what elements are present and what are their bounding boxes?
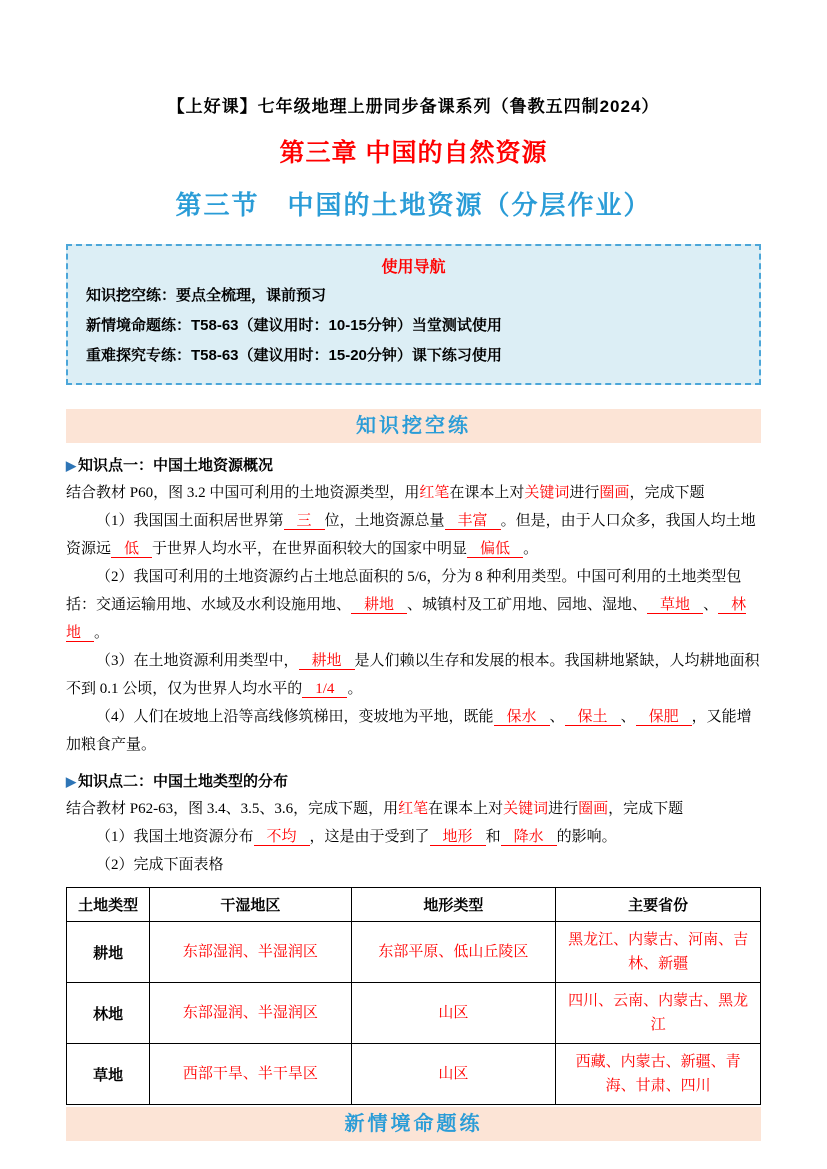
table-header-terrain-type: 地形类型 <box>351 888 556 922</box>
answer-blank: 保土 <box>565 709 621 726</box>
question-paragraph-3: （3）在土地资源利用类型中， 耕地 是人们赖以生存和发展的根本。我国耕地紧缺，人均耕地面积不到 0.1 公顷，仅为世界人均水平的 1/4 。 <box>66 653 760 697</box>
question-paragraph-5: （1）我国土地资源分布 不均 ，这是由于受到了 地形 和 降水 的影响。 <box>96 829 617 845</box>
answer-blank: 1/4 <box>302 681 347 698</box>
table-cell-terrain: 山区 <box>351 983 556 1044</box>
answer-blank: 低 <box>111 541 152 558</box>
answer-blank: 草地 <box>647 597 703 614</box>
usage-guide-title: 使用导航 <box>381 259 446 276</box>
triangle-marker-icon: ▶ <box>66 774 76 789</box>
answer-blank: 不均 <box>254 829 310 846</box>
question-paragraph-2: （2）我国可利用的土地资源约占土地总面积的 5/6，分为 8 种利用类型。中国可利用的土地类型包括：交通运输用地、水域及水利设施用地、 耕地 、城镇村及工矿用地、园地、湿地、 草地 、 林地 。 <box>66 569 747 641</box>
section-title: 第三节 中国的土地资源（分层作业） <box>175 190 652 220</box>
table-header-land-type: 土地类型 <box>67 888 150 922</box>
answer-blank: 耕地 <box>299 653 355 670</box>
knowledge-point-2-title: 知识点二：中国土地类型的分布 <box>78 773 289 790</box>
usage-guide-line-1: 知识挖空练：要点全梳理，课前预习 <box>86 287 327 304</box>
table-cell-terrain: 东部平原、低山丘陵区 <box>351 922 556 983</box>
answer-blank: 偏低 <box>467 541 523 558</box>
land-type-table <box>66 887 761 1105</box>
answer-blank: 丰富 <box>445 513 501 530</box>
table-row <box>67 922 761 983</box>
table-cell-provinces: 西藏、内蒙古、新疆、青海、甘肃、四川 <box>556 1044 761 1105</box>
question-paragraph-6: （2）完成下面表格 <box>96 857 224 873</box>
section-banner-new-context: 新情境命题练 <box>66 1107 761 1141</box>
answer-blank: 三 <box>284 513 325 530</box>
table-header-wet-dry-region: 干湿地区 <box>150 888 351 922</box>
knowledge-point-1-title: 知识点一：中国土地资源概况 <box>78 457 274 474</box>
usage-guide-line-2: 新情境命题练：T58-63（建议用时：10-15分钟）当堂测试使用 <box>86 317 502 334</box>
question-paragraph-4: （4）人们在坡地上沿等高线修筑梯田，变坡地为平地，既能 保水 、 保土 、 保肥 ，又能增加粮食产量。 <box>66 709 752 753</box>
triangle-marker-icon: ▶ <box>66 458 76 473</box>
table-cell-terrain: 山区 <box>351 1044 556 1105</box>
chapter-title: 第三章 中国的自然资源 <box>279 139 548 167</box>
table-cell-land-type: 林地 <box>67 983 150 1044</box>
table-cell-land-type: 草地 <box>67 1044 150 1105</box>
table-row <box>67 1044 761 1105</box>
answer-blank: 林地 <box>66 597 747 641</box>
table-row <box>67 983 761 1044</box>
answer-blank: 保水 <box>494 709 550 726</box>
table-cell-wet-dry: 东部湿润、半湿润区 <box>150 922 351 983</box>
knowledge-point-2-heading <box>66 769 761 795</box>
table-cell-land-type: 耕地 <box>67 922 150 983</box>
instruction-paragraph-1: 结合教材 P60，图 3.2 中国可利用的土地资源类型，用红笔在课本上对关键词进行圈画，完成下题 <box>66 485 705 501</box>
answer-blank: 保肥 <box>636 709 692 726</box>
series-header: 【上好课】七年级地理上册同步备课系列（鲁教五四制2024） <box>167 97 660 116</box>
table-header-main-provinces: 主要省份 <box>556 888 761 922</box>
table-cell-wet-dry: 西部干旱、半干旱区 <box>150 1044 351 1105</box>
question-paragraph-1: （1）我国国土面积居世界第 三 位，土地资源总量 丰富 。但是，由于人口众多，我国人均土地资源远 低 于世界人均水平，在世界面积较大的国家中明显 偏低 。 <box>66 513 756 557</box>
answer-blank: 耕地 <box>351 597 407 614</box>
table-cell-provinces: 黑龙江、内蒙古、河南、吉林、新疆 <box>556 922 761 983</box>
answer-blank: 地形 <box>430 829 486 846</box>
usage-guide-line-3: 重难探究专练：T58-63（建议用时：15-20分钟）课下练习使用 <box>86 347 502 364</box>
table-header-row <box>67 888 761 922</box>
section-banner-knowledge-fill: 知识挖空练 <box>66 409 761 443</box>
table-cell-wet-dry: 东部湿润、半湿润区 <box>150 983 351 1044</box>
usage-guide-box <box>66 244 761 385</box>
answer-blank: 降水 <box>501 829 557 846</box>
knowledge-point-1-heading <box>66 453 761 479</box>
instruction-paragraph-2: 结合教材 P62-63，图 3.4、3.5、3.6，完成下题，用红笔在课本上对关键词进行圈画，完成下题 <box>66 801 684 817</box>
table-cell-provinces: 四川、云南、内蒙古、黑龙江 <box>556 983 761 1044</box>
